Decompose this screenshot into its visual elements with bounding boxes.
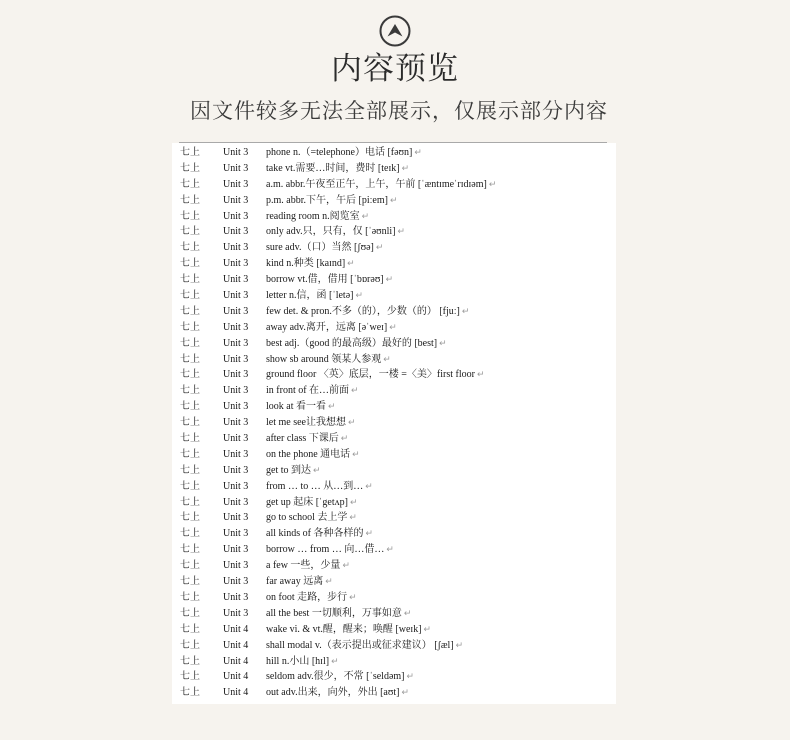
paragraph-mark-icon: ↵ [375,242,384,253]
paragraph-mark-icon: ↵ [385,274,394,285]
unit-cell: Unit 3 [223,369,249,381]
paragraph-mark-icon: ↵ [347,258,355,269]
paragraph-mark-icon: ↵ [401,687,409,698]
entry-cell [266,161,409,177]
vocab-row [172,574,616,590]
unit-cell: Unit 3 [223,560,249,572]
entry-text: get up 起床 [ˈgetʌp] [266,496,348,508]
grade-cell: 七上 [180,305,200,317]
unit-cell: Unit 3 [223,417,249,429]
entry-cell [266,479,373,495]
entry-cell [266,272,393,288]
entry-text: sure adv.（口）当然 [ʃʊə] [266,242,374,254]
grade-cell: 七上 [180,512,200,524]
unit-cell: Unit 3 [223,433,249,445]
unit-cell: Unit 3 [223,544,249,556]
entry-cell [266,240,383,256]
vocab-row [172,224,616,240]
vocab-row [172,352,616,368]
entry-text: look at 看一看 [266,401,326,413]
unit-cell: Unit 3 [223,290,249,302]
entry-cell [266,510,357,526]
entry-cell [266,654,339,670]
vocab-row [172,622,616,638]
entry-text: best adj.（good 的最高级）最好的 [best] [266,337,438,349]
paragraph-mark-icon: ↵ [439,337,447,348]
grade-cell: 七上 [180,210,200,222]
unit-cell: Unit 3 [223,274,249,286]
paragraph-mark-icon: ↵ [349,496,358,507]
vocab-row [172,145,616,161]
grade-cell: 七上 [180,528,200,540]
paragraph-mark-icon: ↵ [389,194,398,205]
grade-cell: 七上 [180,544,200,556]
preview-title: 内容预览 [331,51,459,87]
vocab-row [172,431,616,447]
entry-text: show sb around 领某人参观 [266,353,382,365]
vocab-row [172,669,616,685]
entry-cell [266,526,373,542]
grade-cell: 七上 [180,353,200,365]
unit-cell: Unit 3 [223,353,249,365]
paragraph-mark-icon: ↵ [414,147,422,157]
entry-text: all kinds of 各种各样的 [266,528,364,540]
unit-cell: Unit 3 [223,464,249,476]
unit-cell: Unit 3 [223,607,249,619]
entry-text: kind n.种类 [kaɪnd] [266,258,346,270]
preview-subtitle: 因文件较多无法全部展示，仅展示部分内容 [190,99,608,123]
entry-cell [266,256,355,272]
entry-text: on foot 走路，步行 [266,591,348,603]
grade-cell: 七上 [180,242,200,254]
paragraph-mark-icon: ↵ [331,655,339,666]
grade-cell: 七上 [180,433,200,445]
entry-cell [266,685,409,701]
vocab-row [172,415,616,431]
vocab-row [172,590,616,606]
unit-cell: Unit 3 [223,591,249,603]
entry-text: only adv.只，只有，仅 [ˈəʊnli] [266,226,396,238]
grade-cell: 七上 [180,464,200,476]
grade-cell: 七上 [180,560,200,572]
vocabulary-list [172,145,616,701]
paragraph-mark-icon: ↵ [401,162,410,173]
grade-cell: 七上 [180,496,200,508]
unit-cell: Unit 3 [223,512,249,524]
entry-text: take vt.需要…时间，费时 [teɪk] [266,162,400,174]
entry-cell [266,336,447,352]
paragraph-mark-icon: ↵ [365,528,374,539]
grade-cell: 七上 [180,687,200,699]
unit-cell: Unit 3 [223,528,249,540]
vocab-row [172,367,616,383]
entry-text: away adv.离开，远离 [əˈweɪ] [266,321,388,333]
grade-cell: 七上 [180,385,200,397]
grade-cell: 七上 [180,194,200,206]
unit-cell: Unit 3 [223,385,249,397]
entry-text: a few 一些，少量 [266,560,341,572]
paragraph-mark-icon: ↵ [352,448,360,459]
vocab-row [172,383,616,399]
entry-text: phone n.（=telephone）电话 [fəʊn] [266,147,413,158]
paragraph-mark-icon: ↵ [349,591,357,602]
entry-text: let me see让我想想 [266,417,346,429]
entry-text: borrow vt.借，借用 [ˈbɒrəʊ] [266,274,384,286]
unit-cell: Unit 4 [223,671,249,683]
entry-cell [266,542,394,558]
entry-cell [266,622,431,638]
grade-cell: 七上 [180,147,200,158]
grade-cell: 七上 [180,655,200,667]
grade-cell: 七上 [180,337,200,349]
vocab-row [172,193,616,209]
vocab-row [172,447,616,463]
grade-cell: 七上 [180,226,200,238]
paragraph-mark-icon: ↵ [355,290,364,301]
paragraph-mark-icon: ↵ [383,353,391,364]
entry-cell [266,447,360,463]
chevron-up-circle-icon [379,15,411,47]
vocab-row [172,638,616,654]
grade-cell: 七上 [180,576,200,588]
vocab-row [172,399,616,415]
paragraph-mark-icon: ↵ [347,417,356,428]
vocab-row [172,177,616,193]
entry-cell [266,367,485,383]
paragraph-mark-icon: ↵ [488,178,497,189]
entry-cell [266,145,422,161]
grade-cell: 七上 [180,591,200,603]
vocab-row [172,463,616,479]
vocab-row [172,606,616,622]
entry-cell [266,606,411,622]
entry-text: p.m. abbr.下午，午后 [piːem] [266,194,388,206]
unit-cell: Unit 3 [223,401,249,413]
paragraph-mark-icon: ↵ [403,607,412,618]
grade-cell: 七上 [180,162,200,174]
entry-text: out adv.出来，向外，外出 [aʊt] [266,687,400,699]
entry-text: get to 到达 [266,464,311,476]
unit-cell: Unit 3 [223,194,249,206]
entry-cell [266,209,369,225]
unit-cell: Unit 3 [223,210,249,222]
unit-cell: Unit 3 [223,242,249,254]
entry-cell [266,558,350,574]
entry-text: ground floor 〈英〉底层，一楼 =〈美〉first floor [266,369,475,381]
entry-cell [266,304,469,320]
grade-cell: 七上 [180,290,200,302]
entry-text: hill n.小山 [hɪl] [266,655,330,667]
entry-cell [266,193,397,209]
vocab-row [172,272,616,288]
grade-cell: 七上 [180,401,200,413]
paragraph-mark-icon: ↵ [423,623,432,634]
entry-cell [266,288,363,304]
unit-cell: Unit 3 [223,576,249,588]
unit-cell: Unit 4 [223,687,249,699]
unit-cell: Unit 4 [223,623,249,635]
entry-cell [266,574,333,590]
unit-cell: Unit 3 [223,321,249,333]
paragraph-mark-icon: ↵ [389,321,397,332]
unit-cell: Unit 3 [223,337,249,349]
entry-text: far away 远离 [266,576,324,588]
paragraph-mark-icon: ↵ [406,671,415,682]
grade-cell: 七上 [180,369,200,381]
vocab-row [172,542,616,558]
vocab-row [172,685,616,701]
grade-cell: 七上 [180,448,200,460]
entry-text: shall modal v.（表示提出或征求建议） [ʃæl] [266,639,454,651]
paragraph-mark-icon: ↵ [342,560,350,571]
entry-text: go to school 去上学 [266,512,348,524]
entry-cell [266,352,391,368]
paragraph-mark-icon: ↵ [365,480,373,491]
entry-text: after class 下课后 [266,433,339,445]
entry-text: reading room n.阅览室 [266,210,360,222]
entry-text: seldom adv.很少，不常 [ˈseldəm] [266,671,405,683]
entry-cell [266,463,321,479]
vocab-row [172,288,616,304]
entry-cell [266,415,356,431]
vocab-row [172,256,616,272]
grade-cell: 七上 [180,258,200,270]
unit-cell: Unit 3 [223,258,249,270]
grade-cell: 七上 [180,274,200,286]
entry-cell [266,669,414,685]
vocab-row [172,479,616,495]
unit-cell: Unit 3 [223,305,249,317]
vocab-row [172,526,616,542]
unit-cell: Unit 3 [223,178,249,190]
grade-cell: 七上 [180,480,200,492]
grade-cell: 七上 [180,607,200,619]
paragraph-mark-icon: ↵ [476,369,485,380]
grade-cell: 七上 [180,623,200,635]
unit-cell: Unit 3 [223,480,249,492]
entry-cell [266,224,405,240]
grade-cell: 七上 [180,671,200,683]
vocab-row [172,209,616,225]
vocab-row [172,654,616,670]
entry-text: in front of 在…前面 [266,385,350,397]
entry-cell [266,638,463,654]
paragraph-mark-icon: ↵ [351,385,359,396]
grade-cell: 七上 [180,417,200,429]
entry-text: from … to … 从…到… [266,480,364,492]
entry-text: a.m. abbr.午夜至正午，上午，午前 [ˈæntɪmeˈrɪdɪəm] [266,178,487,190]
paragraph-mark-icon: ↵ [461,305,470,316]
unit-cell: Unit 4 [223,655,249,667]
entry-cell [266,177,496,193]
entry-cell [266,495,357,511]
unit-cell: Unit 3 [223,448,249,460]
entry-text: letter n.信，函 [ˈletə] [266,290,354,302]
unit-cell: Unit 3 [223,147,249,158]
paragraph-mark-icon: ↵ [397,226,406,237]
paragraph-mark-icon: ↵ [361,210,370,221]
unit-cell: Unit 3 [223,226,249,238]
document-preview [172,143,616,704]
entry-text: wake vi. & vt.醒，醒来；唤醒 [weɪk] [266,623,422,635]
entry-text: few det. & pron.不多（的），少数（的） [fjuː] [266,305,460,317]
entry-cell [266,320,397,336]
unit-cell: Unit 4 [223,639,249,651]
vocab-row [172,336,616,352]
entry-cell [266,383,359,399]
paragraph-mark-icon: ↵ [313,464,321,475]
paragraph-mark-icon: ↵ [455,639,464,650]
grade-cell: 七上 [180,639,200,651]
vocab-row [172,495,616,511]
paragraph-mark-icon: ↵ [386,544,394,555]
unit-cell: Unit 3 [223,162,249,174]
paragraph-mark-icon: ↵ [340,433,349,444]
paragraph-mark-icon: ↵ [328,401,336,412]
unit-cell: Unit 3 [223,496,249,508]
entry-cell [266,399,336,415]
vocab-row [172,558,616,574]
vocab-row [172,320,616,336]
grade-cell: 七上 [180,178,200,190]
entry-cell [266,431,348,447]
vocab-row [172,510,616,526]
vocab-row [172,304,616,320]
paragraph-mark-icon: ↵ [349,512,357,523]
vocab-row [172,240,616,256]
vocab-row [172,161,616,177]
entry-text: borrow … from … 向…借… [266,544,385,556]
paragraph-mark-icon: ↵ [325,576,333,587]
entry-text: all the best 一切顺利，万事如意 [266,607,402,619]
grade-cell: 七上 [180,321,200,333]
entry-text: on the phone 通电话 [266,448,351,460]
entry-cell [266,590,357,606]
